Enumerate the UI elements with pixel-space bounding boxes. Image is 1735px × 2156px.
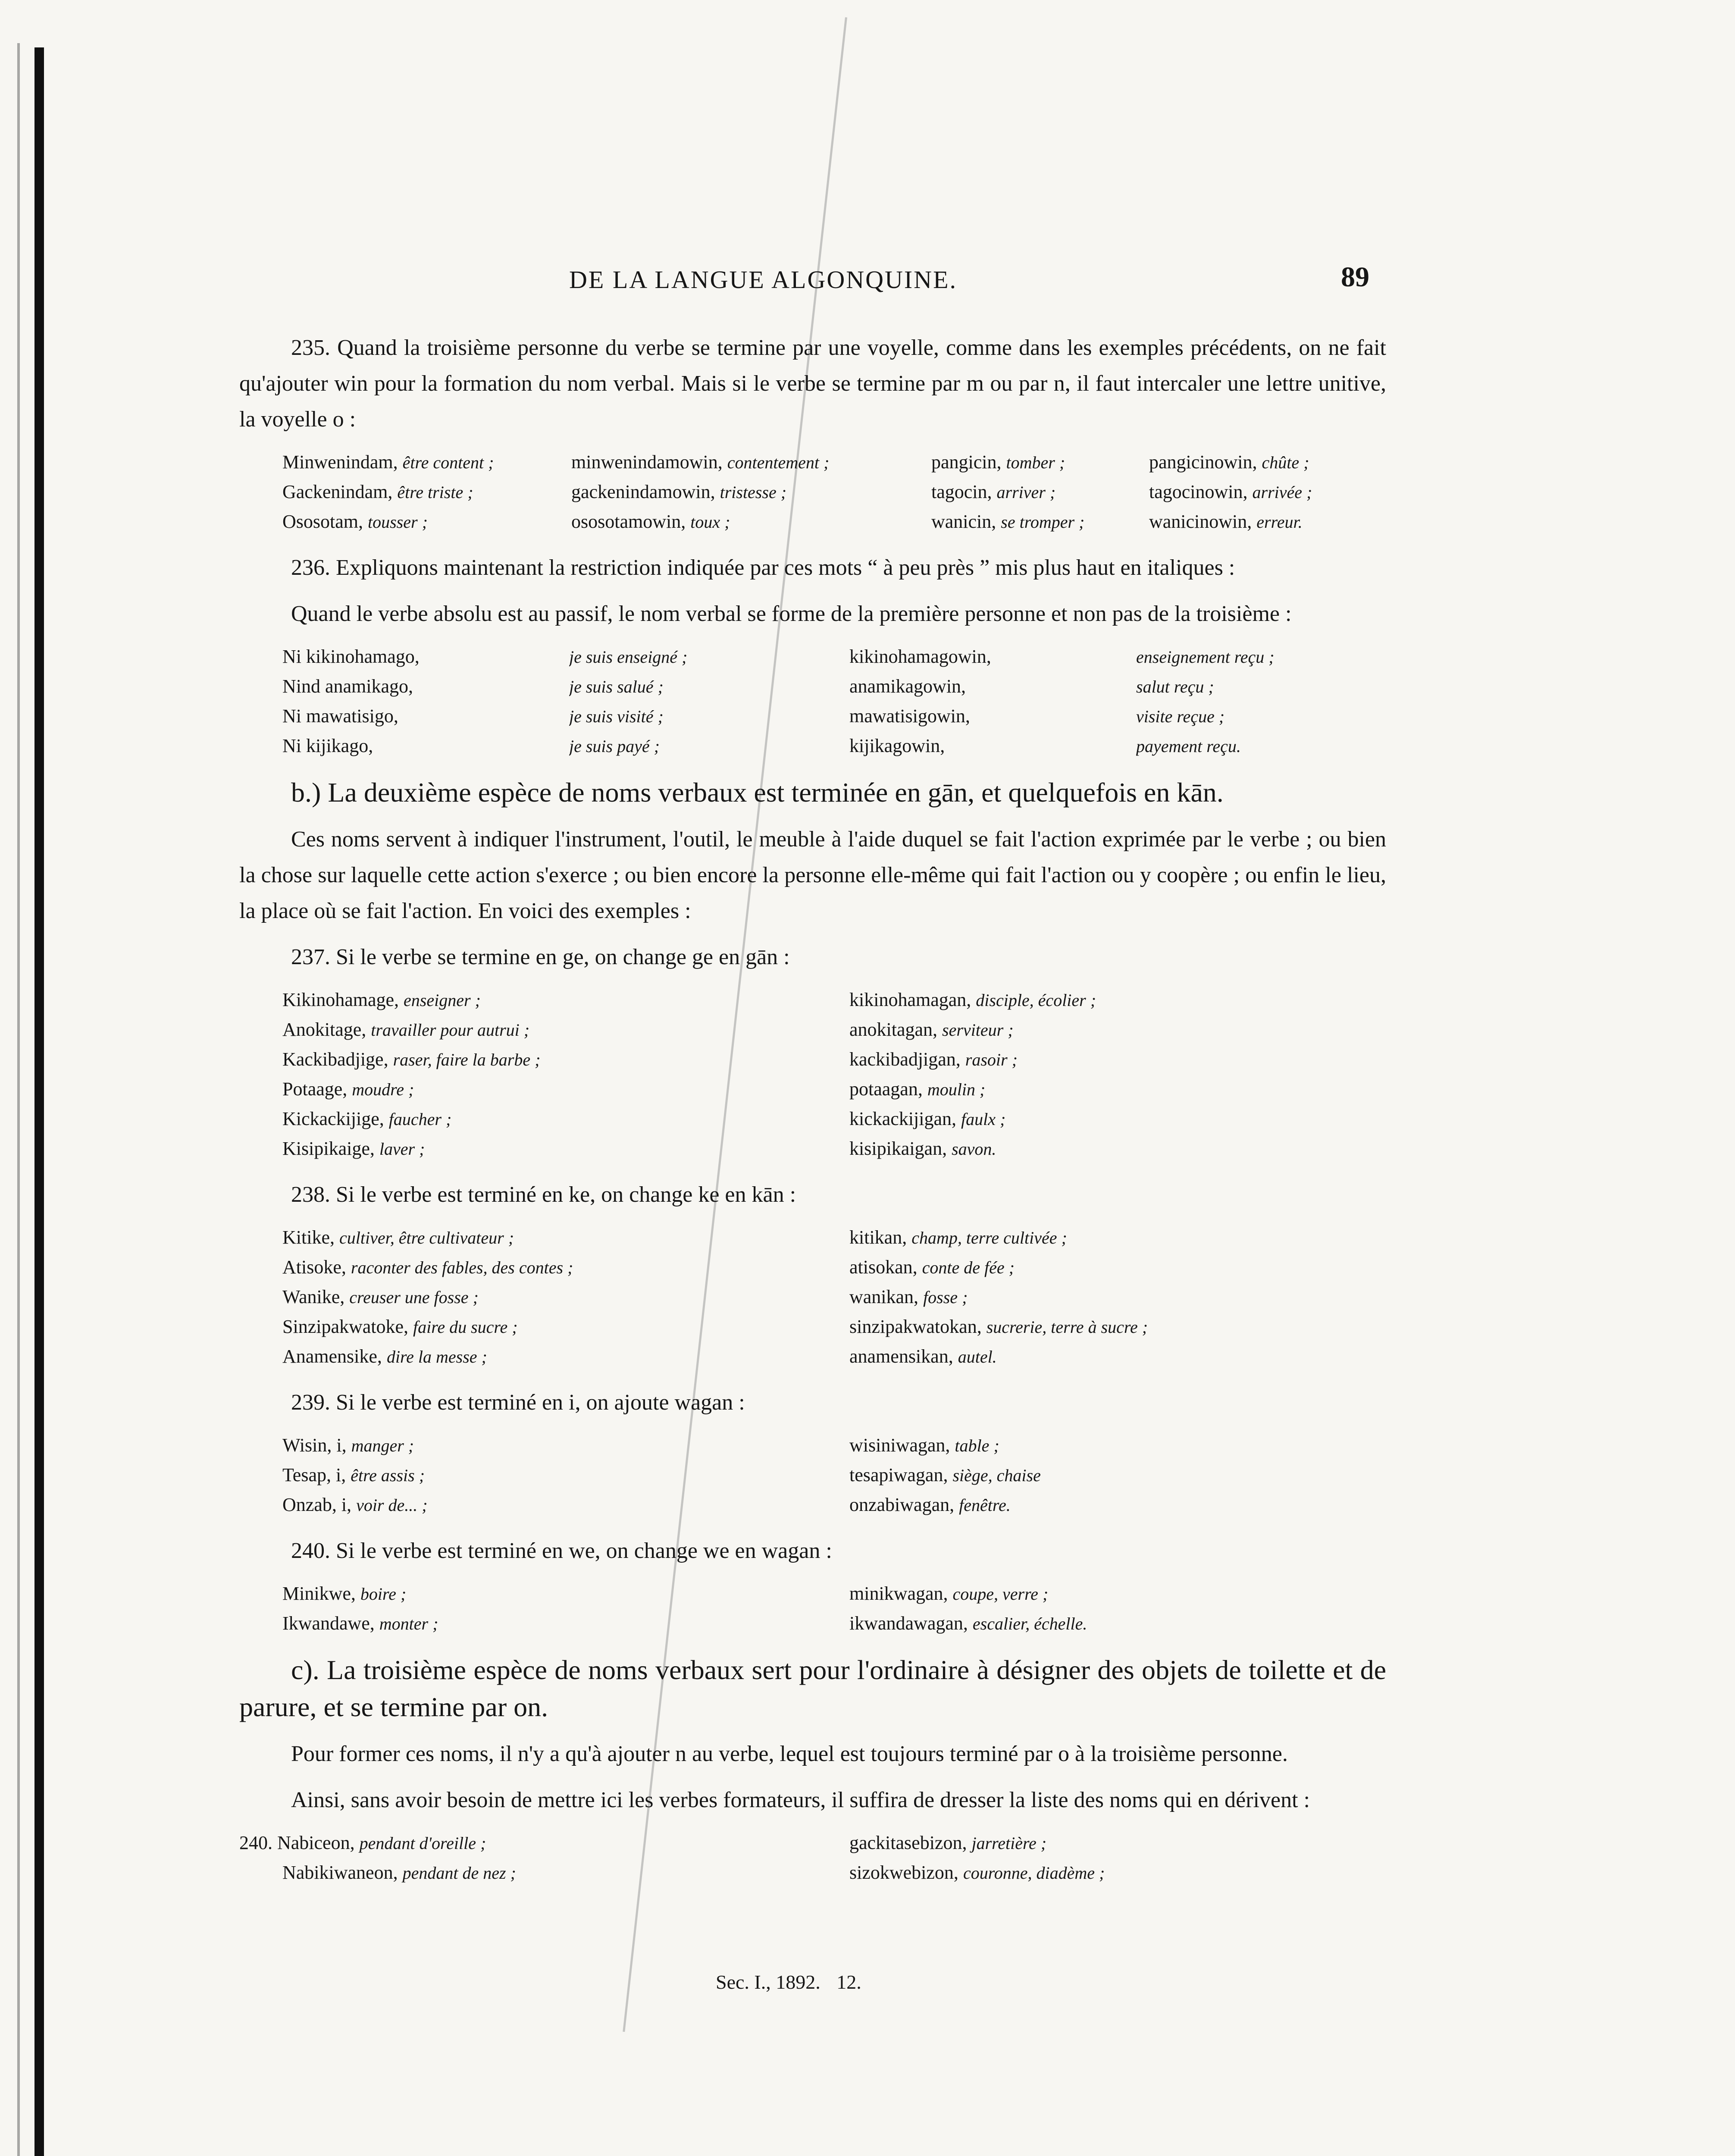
table-row bbox=[239, 1828, 1386, 1858]
verb-gloss: moudre ; bbox=[352, 1080, 414, 1099]
table-row bbox=[282, 985, 1386, 1015]
noun-term: kikinohamagowin, bbox=[849, 646, 991, 667]
noun-term: onzabiwagan, bbox=[849, 1494, 955, 1515]
paragraph-237: 237. Si le verbe se termine en ge, on change ge en gān : bbox=[291, 945, 790, 969]
verb-term: Sinzipakwatoke, bbox=[282, 1316, 409, 1337]
table-row bbox=[282, 1579, 1386, 1609]
table-row bbox=[282, 702, 1386, 731]
verb-term: Kackibadjige, bbox=[282, 1049, 388, 1070]
table-row bbox=[239, 1858, 1386, 1888]
table-row bbox=[282, 642, 1386, 672]
page-header bbox=[0, 261, 1735, 300]
verb-term: Anamensike, bbox=[282, 1346, 382, 1367]
noun-gloss: erreur. bbox=[1256, 512, 1303, 532]
verb-gloss: je suis salué ; bbox=[569, 677, 664, 696]
noun-gloss: siège, chaise bbox=[952, 1466, 1041, 1485]
verb-term: Ni kijikago, bbox=[282, 735, 373, 756]
section-heading-b: b.) La deuxième espèce de noms verbaux est terminée en gān, et quelquefois en kān. bbox=[291, 777, 1224, 808]
example-table-235 bbox=[282, 448, 1386, 537]
verb-gloss: travailler pour autrui ; bbox=[371, 1020, 530, 1040]
paragraph-c-explanation: Pour former ces noms, il n'y a qu'à ajouter n au verbe, lequel est toujours terminé par o à la troisième personne. bbox=[291, 1742, 1288, 1766]
verb-term: Onzab, i, bbox=[282, 1494, 352, 1515]
table-row bbox=[282, 672, 1386, 702]
noun-term: anokitagan, bbox=[849, 1019, 938, 1040]
noun-term: tagocinowin, bbox=[1149, 481, 1248, 502]
verb-term: Ikwandawe, bbox=[282, 1613, 375, 1634]
noun-term: kijikagowin, bbox=[849, 735, 945, 756]
verb-gloss: creuser une fosse ; bbox=[349, 1288, 479, 1307]
verb-term: Potaage, bbox=[282, 1078, 348, 1100]
verb-gloss: faire du sucre ; bbox=[413, 1317, 518, 1337]
noun-term: kisipikaigan, bbox=[849, 1138, 947, 1159]
noun-gloss: pendant de nez ; bbox=[402, 1863, 516, 1883]
noun-gloss: faulx ; bbox=[961, 1109, 1006, 1129]
table-row bbox=[282, 1075, 1386, 1104]
verb-gloss: voir de... ; bbox=[356, 1495, 428, 1515]
verb-gloss: être triste ; bbox=[397, 483, 473, 502]
table-row bbox=[282, 1490, 1386, 1520]
verb-term: Nind anamikago, bbox=[282, 676, 413, 697]
noun-gloss: fosse ; bbox=[923, 1288, 968, 1307]
noun-gloss: contentement ; bbox=[727, 453, 830, 472]
noun-gloss: champ, terre cultivée ; bbox=[911, 1228, 1067, 1247]
verb-gloss: être content ; bbox=[402, 453, 494, 472]
verb-term: Ni kikinohamago, bbox=[282, 646, 420, 667]
example-table-239 bbox=[282, 1431, 1386, 1520]
verb-term: Tesap, i, bbox=[282, 1464, 346, 1485]
table-row bbox=[282, 1223, 1386, 1253]
section-heading-c: c). La troisième espèce de noms verbaux sert pour l'ordinaire à désigner des objets de toilette et de parure, et se termine par on. bbox=[239, 1655, 1386, 1722]
final-noun-list bbox=[239, 1828, 1386, 1888]
noun-term: kackibadjigan, bbox=[849, 1049, 961, 1070]
verb-term: pangicin, bbox=[931, 451, 1002, 473]
noun-gloss: rasoir ; bbox=[965, 1050, 1018, 1069]
noun-gloss: salut reçu ; bbox=[1136, 677, 1214, 696]
noun-gloss: moulin ; bbox=[927, 1080, 986, 1099]
verb-term: Kickackijige, bbox=[282, 1108, 384, 1129]
page-number: 89 bbox=[1341, 261, 1369, 293]
verb-gloss: je suis payé ; bbox=[569, 736, 660, 756]
verb-term: Wanike, bbox=[282, 1286, 345, 1307]
running-title: DE LA LANGUE ALGONQUINE. bbox=[569, 266, 958, 294]
noun-term: anamikagowin, bbox=[849, 676, 966, 697]
noun-term: minikwagan, bbox=[849, 1583, 948, 1604]
example-table-240 bbox=[282, 1579, 1386, 1639]
verb-term: Ososotam, bbox=[282, 511, 363, 532]
sheet-number: 12. bbox=[836, 1971, 861, 1993]
page-footer bbox=[716, 1971, 873, 1993]
paragraph-235: 235. Quand la troisième personne du verbe se termine par une voyelle, comme dans les exemples précédents, on ne fait qu'ajouter win pour la formation du nom verbal. Mais si le verbe se termine par m ou par n, il faut intercaler une lettre unitive, la voyelle o : bbox=[239, 335, 1386, 432]
noun-gloss: couronne, diadème ; bbox=[963, 1863, 1105, 1883]
table-row bbox=[282, 448, 1386, 477]
noun-gloss: conte de fée ; bbox=[922, 1258, 1015, 1277]
noun-gloss: visite reçue ; bbox=[1136, 707, 1225, 726]
noun-gloss: serviteur ; bbox=[942, 1020, 1014, 1040]
verb-gloss: raser, faire la barbe ; bbox=[393, 1050, 541, 1069]
noun-term: mawatisigowin, bbox=[849, 705, 970, 727]
table-row bbox=[282, 1104, 1386, 1134]
verb-term: wanicin, bbox=[931, 511, 996, 532]
paragraph-236-b: Quand le verbe absolu est au passif, le nom verbal se forme de la première personne et non pas de la troisième : bbox=[291, 602, 1292, 626]
verb-term: Anokitage, bbox=[282, 1019, 366, 1040]
verb-gloss: tousser ; bbox=[368, 512, 428, 532]
verb-term: tagocin, bbox=[931, 481, 992, 502]
book-binding-edge bbox=[34, 47, 44, 2156]
noun-gloss: payement reçu. bbox=[1136, 736, 1241, 756]
paragraph-b-explanation: Ces noms servent à indiquer l'instrument, l'outil, le meuble à l'aide duquel se fait l'action exprimée par le verbe ; ou bien la chose sur laquelle cette action s'exerce ; ou bien encore la personne elle-même qui fait l'action ou y coopère ; ou enfin le lieu, la place où se fait l'action. En voici des exemples : bbox=[239, 827, 1386, 923]
verb-gloss: laver ; bbox=[379, 1139, 425, 1159]
verb-gloss: dire la messe ; bbox=[386, 1347, 487, 1366]
verb-term: Kikinohamage, bbox=[282, 989, 399, 1010]
table-row bbox=[282, 1253, 1386, 1282]
verb-term: Wisin, i, bbox=[282, 1435, 347, 1456]
verb-gloss: être assis ; bbox=[351, 1466, 425, 1485]
noun-term: sizokwebizon, bbox=[849, 1862, 958, 1883]
verb-term: Kisipikaige, bbox=[282, 1138, 375, 1159]
noun-term: potaagan, bbox=[849, 1078, 923, 1100]
paragraph-c-list-intro: Ainsi, sans avoir besoin de mettre ici les verbes formateurs, il suffira de dresser la liste des noms qui en dérivent : bbox=[291, 1788, 1310, 1812]
table-row bbox=[282, 1134, 1386, 1164]
noun-term: Nabikiwaneon, bbox=[282, 1862, 398, 1883]
verb-gloss: monter ; bbox=[379, 1614, 438, 1633]
verb-gloss: tomber ; bbox=[1006, 453, 1065, 472]
noun-term: ososotamowin, bbox=[571, 511, 686, 532]
noun-gloss: enseignement reçu ; bbox=[1136, 647, 1275, 667]
verb-term: Atisoke, bbox=[282, 1257, 346, 1278]
verb-term: Minwenindam, bbox=[282, 451, 398, 473]
noun-gloss: autel. bbox=[958, 1347, 997, 1366]
verb-gloss: boire ; bbox=[360, 1584, 407, 1604]
signature-mark: Sec. I., 1892. bbox=[716, 1971, 821, 1993]
noun-term: wanikan, bbox=[849, 1286, 919, 1307]
example-table-238 bbox=[282, 1223, 1386, 1372]
verb-gloss: raconter des fables, des contes ; bbox=[351, 1258, 573, 1277]
noun-gloss: fenêtre. bbox=[959, 1495, 1011, 1515]
table-row bbox=[282, 1460, 1386, 1490]
noun-gloss: sucrerie, terre à sucre ; bbox=[986, 1317, 1148, 1337]
verb-gloss: je suis visité ; bbox=[569, 707, 664, 726]
example-table-236 bbox=[282, 642, 1386, 761]
example-table-237 bbox=[282, 985, 1386, 1164]
table-row bbox=[282, 1609, 1386, 1639]
table-row bbox=[282, 1431, 1386, 1460]
noun-gloss: pendant d'oreille ; bbox=[359, 1833, 486, 1853]
noun-term: gackitasebizon, bbox=[849, 1832, 967, 1853]
noun-term: gackenindamowin, bbox=[571, 481, 715, 502]
table-row bbox=[282, 1312, 1386, 1342]
noun-gloss: jarretière ; bbox=[971, 1833, 1047, 1853]
noun-term: pangicinowin, bbox=[1149, 451, 1257, 473]
verb-term: Gackenindam, bbox=[282, 481, 393, 502]
paragraph-240: 240. Si le verbe est terminé en we, on change we en wagan : bbox=[291, 1539, 832, 1563]
noun-term: tesapiwagan, bbox=[849, 1464, 948, 1485]
noun-gloss: coupe, verre ; bbox=[952, 1584, 1049, 1604]
table-row bbox=[282, 1342, 1386, 1372]
paragraph-236: 236. Expliquons maintenant la restriction indiquée par ces mots “ à peu près ” mis plus haut en italiques : bbox=[291, 555, 1235, 580]
verb-gloss: manger ; bbox=[351, 1436, 414, 1455]
noun-term: anamensikan, bbox=[849, 1346, 953, 1367]
table-row bbox=[282, 477, 1386, 507]
verb-gloss: faucher ; bbox=[388, 1109, 452, 1129]
noun-term: sinzipakwatokan, bbox=[849, 1316, 982, 1337]
table-row bbox=[282, 507, 1386, 537]
noun-term: kickackijigan, bbox=[849, 1108, 957, 1129]
noun-gloss: savon. bbox=[952, 1139, 996, 1159]
verb-gloss: arriver ; bbox=[996, 483, 1056, 502]
table-row bbox=[282, 731, 1386, 761]
verb-gloss: enseigner ; bbox=[404, 990, 481, 1010]
verb-gloss: je suis enseigné ; bbox=[569, 647, 688, 667]
noun-term: wisiniwagan, bbox=[849, 1435, 950, 1456]
noun-term: ikwandawagan, bbox=[849, 1613, 968, 1634]
noun-gloss: escalier, échelle. bbox=[972, 1614, 1087, 1633]
noun-gloss: chûte ; bbox=[1262, 453, 1309, 472]
noun-term: kikinohamagan, bbox=[849, 989, 971, 1010]
noun-gloss: tristesse ; bbox=[720, 483, 787, 502]
noun-gloss: table ; bbox=[955, 1436, 999, 1455]
table-row bbox=[282, 1045, 1386, 1075]
noun-term: atisokan, bbox=[849, 1257, 918, 1278]
noun-gloss: toux ; bbox=[690, 512, 730, 532]
verb-gloss: se tromper ; bbox=[1001, 512, 1085, 532]
scan-edge-shadow bbox=[17, 43, 20, 2156]
verb-term: Minikwe, bbox=[282, 1583, 356, 1604]
noun-gloss: arrivée ; bbox=[1252, 483, 1312, 502]
verb-term: Kitike, bbox=[282, 1227, 335, 1248]
noun-term: wanicinowin, bbox=[1149, 511, 1252, 532]
verb-gloss: cultiver, être cultivateur ; bbox=[339, 1228, 514, 1247]
table-row bbox=[282, 1015, 1386, 1045]
noun-term: minwenindamowin, bbox=[571, 451, 723, 473]
paragraph-238: 238. Si le verbe est terminé en ke, on change ke en kān : bbox=[291, 1182, 796, 1207]
table-row bbox=[282, 1282, 1386, 1312]
body-text bbox=[239, 330, 1386, 1901]
noun-gloss: disciple, écolier ; bbox=[976, 990, 1096, 1010]
paragraph-239: 239. Si le verbe est terminé en i, on ajoute wagan : bbox=[291, 1390, 745, 1415]
noun-term: 240. Nabiceon, bbox=[239, 1832, 355, 1853]
verb-term: Ni mawatisigo, bbox=[282, 705, 398, 727]
noun-term: kitikan, bbox=[849, 1227, 907, 1248]
